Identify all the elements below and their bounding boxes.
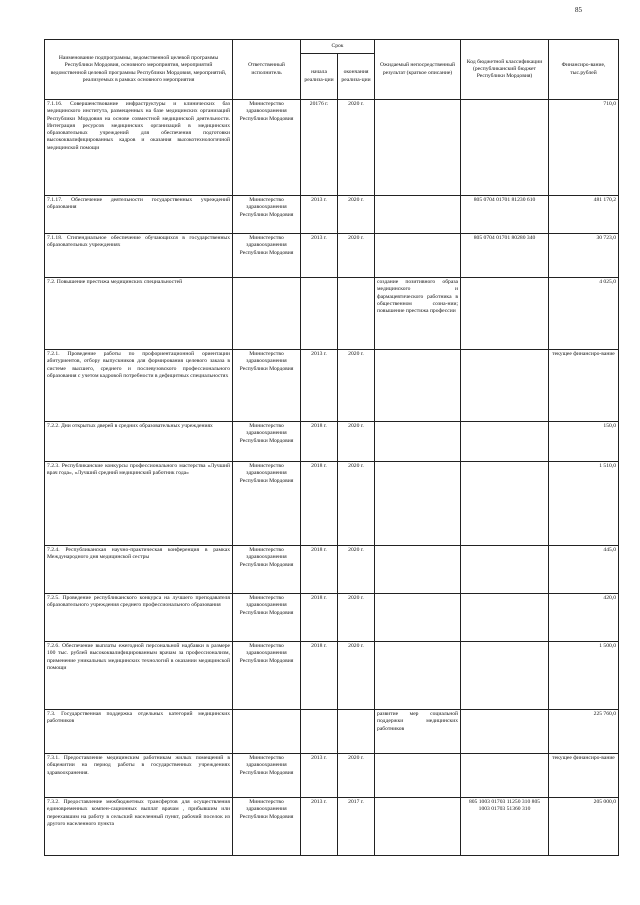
- row-name: 7.2.1. Проведение работы по профориентационной ориентации абитуриентов, отбору выпускников для формирования целевого заказа в системе высшего, среднего и послевузовского профессионального образования с учетом кадровой потребности в дефицитных специальностях: [45, 350, 233, 422]
- row-name: 7.1.17. Обеспечение деятельности государственных учреждений образования: [45, 196, 233, 234]
- row-result: [375, 642, 461, 710]
- row-result: развитие мер социальной поддержки медицинских работников: [375, 710, 461, 754]
- row-kbk: [461, 100, 549, 196]
- row-result: [375, 594, 461, 642]
- row-executor: Министерство здравоохранения Республики Мордовия: [233, 462, 301, 546]
- row-end: 2020 г.: [338, 350, 375, 422]
- row-end: [338, 710, 375, 754]
- table-row: [45, 350, 619, 422]
- row-name: 7.2.4. Республиканская научно-практическая конференция в рамках Международного дня медицинской сестры: [45, 546, 233, 594]
- row-end: 2020 г.: [338, 642, 375, 710]
- row-start: 2018 г.: [301, 422, 338, 462]
- row-start: 2018 г.: [301, 594, 338, 642]
- row-result: [375, 234, 461, 278]
- row-result: [375, 546, 461, 594]
- table-row: [45, 422, 619, 462]
- row-start: 2018 г.: [301, 462, 338, 546]
- row-start: [301, 278, 338, 350]
- row-start: 2013 г.: [301, 196, 338, 234]
- row-kbk: [461, 546, 549, 594]
- table-row: [45, 798, 619, 856]
- row-result: [375, 798, 461, 856]
- table-row: [45, 710, 619, 754]
- header-term: Срок: [301, 40, 375, 54]
- row-start: 2013 г.: [301, 754, 338, 798]
- row-kbk: 805 0704 01701 80280 340: [461, 234, 549, 278]
- row-executor: Министерство здравоохранения Республики Мордовия: [233, 100, 301, 196]
- row-start: 2018 г.: [301, 546, 338, 594]
- row-name: 7.3. Государственная поддержка отдельных категорий медицинских работников: [45, 710, 233, 754]
- row-result: [375, 462, 461, 546]
- row-name: 7.2.3. Республиканские конкурсы профессионального мастерства «Лучший врач года», «Лучший средний медицинский работник года»: [45, 462, 233, 546]
- header-name: Наименование подпрограммы, ведомственной целевой программы Республики Мордовия, основного мероприятия, мероприятий ведомственной целевой программы Республики Мордовия, мероприятий, реализуемых в рамках основного мероприятия: [45, 40, 233, 100]
- row-executor: Министерство здравоохранения Республики Мордовия: [233, 546, 301, 594]
- row-executor: Министерство здравоохранения Республики Мордовия: [233, 196, 301, 234]
- row-end: 2020 г.: [338, 594, 375, 642]
- table-row: [45, 546, 619, 594]
- table-row: [45, 234, 619, 278]
- table-row: [45, 278, 619, 350]
- table-row: [45, 462, 619, 546]
- row-executor: Министерство здравоохранения Республики Мордовия: [233, 234, 301, 278]
- row-name: 7.2.5. Проведение республиканского конкурса на лучшего преподавателя образовательного учреждения среднего профессионального образования: [45, 594, 233, 642]
- header-result: Ожидаемый непосредственный результат (краткое описание): [375, 40, 461, 100]
- row-end: 2020 г.: [338, 546, 375, 594]
- row-name: 7.1.18. Стипендиальное обеспечение обучающихся в государственных образовательных учреждениях: [45, 234, 233, 278]
- row-name: 7.2.6. Обеспечение выплаты ежегодной персональной надбавки в размере 100 тыс. рублей высококвалифицированным врачам за профессионализм, применение уникальных медицинских технологий в оказании медицинской помощи: [45, 642, 233, 710]
- row-result: создание позитивного образа медицинского и фармацевтического работника в общественном созна-нии; повышение престижа профессии: [375, 278, 461, 350]
- table-row: [45, 196, 619, 234]
- row-kbk: 805 1003 01703 11250 310 805 1003 01703 51360 310: [461, 798, 549, 856]
- row-name: 7.2.2. Дни открытых дверей в средних образовательных учреждениях: [45, 422, 233, 462]
- row-name: 7.2. Повышение престижа медицинских специальностей: [45, 278, 233, 350]
- header-end: окончания реализа-ции: [338, 54, 375, 100]
- row-financing: 1 500,0: [549, 642, 619, 710]
- header-executor: Ответственный исполнитель: [233, 40, 301, 100]
- row-result: [375, 350, 461, 422]
- row-financing: текущее финансиро-вание: [549, 350, 619, 422]
- row-financing: 420,0: [549, 594, 619, 642]
- row-executor: Министерство здравоохранения Республики Мордовия: [233, 798, 301, 856]
- header-financing: Финансиро-вание, тыс.рублей: [549, 40, 619, 100]
- row-result: [375, 196, 461, 234]
- row-financing: 1 510,0: [549, 462, 619, 546]
- row-kbk: [461, 594, 549, 642]
- row-start: 2013 г.: [301, 350, 338, 422]
- row-end: [338, 278, 375, 350]
- table-row: [45, 642, 619, 710]
- row-executor: Министерство здравоохранения Республики Мордовия: [233, 642, 301, 710]
- row-name: 7.3.2. Предоставление межбюджетных трансфертов для осуществления единовременных компен-сационных выплат врачам , прибывшим или переехавшим на работу в сельский населенный пункт, рабочий поселок из другого населенного пункта: [45, 798, 233, 856]
- row-executor: Министерство здравоохранения Республики Мордовия: [233, 350, 301, 422]
- page-number: 85: [575, 6, 582, 14]
- row-executor: Министерство здравоохранения Республики Мордовия: [233, 594, 301, 642]
- row-financing: 30 723,0: [549, 234, 619, 278]
- row-financing: 225 760,0: [549, 710, 619, 754]
- row-kbk: [461, 710, 549, 754]
- row-end: 2020 г.: [338, 422, 375, 462]
- header-kbk: Код бюджетной классификации (республиканский бюджет Республики Мордовия): [461, 40, 549, 100]
- row-financing: 150,0: [549, 422, 619, 462]
- row-start: 2013 г.: [301, 798, 338, 856]
- row-financing: 481 170,2: [549, 196, 619, 234]
- row-start: 2018 г.: [301, 642, 338, 710]
- row-financing: 205 000,0: [549, 798, 619, 856]
- table-row: [45, 100, 619, 196]
- row-executor: [233, 278, 301, 350]
- row-end: 2017 г.: [338, 798, 375, 856]
- row-executor: Министерство здравоохранения Республики Мордовия: [233, 754, 301, 798]
- table-row: [45, 754, 619, 798]
- row-executor: Министерство здравоохранения Республики Мордовия: [233, 422, 301, 462]
- row-financing: 445,0: [549, 546, 619, 594]
- row-end: 2020 г.: [338, 234, 375, 278]
- row-kbk: [461, 278, 549, 350]
- row-kbk: [461, 754, 549, 798]
- row-executor: [233, 710, 301, 754]
- row-financing: 710,0: [549, 100, 619, 196]
- row-start: 2013 г.: [301, 234, 338, 278]
- row-result: [375, 754, 461, 798]
- row-financing: текущее финансиро-вание: [549, 754, 619, 798]
- row-end: 2020 г.: [338, 754, 375, 798]
- table-row: [45, 594, 619, 642]
- row-kbk: 805 0704 01701 81230 610: [461, 196, 549, 234]
- row-end: 2020 г.: [338, 462, 375, 546]
- row-kbk: [461, 462, 549, 546]
- row-result: [375, 422, 461, 462]
- row-result: [375, 100, 461, 196]
- row-start: [301, 710, 338, 754]
- row-financing: 4 025,0: [549, 278, 619, 350]
- row-name: 7.3.1. Предоставление медицинским работникам жилых помещений в общежитии на период работы в государственных учреждениях здравоохранения.: [45, 754, 233, 798]
- row-start: 20176 г.: [301, 100, 338, 196]
- row-kbk: [461, 642, 549, 710]
- row-kbk: [461, 422, 549, 462]
- header-start: начала реализа-ции: [301, 54, 338, 100]
- program-table: [44, 39, 619, 856]
- row-name: 7.1.16. Совершенствование инфраструктуры и клинических баз медицинского института, размещенных на базе медицинских организаций Республики Мордовия на основе совместной медицинской деятельности. Интеграция ресурсов медицинских организаций в медицинских образовательных учреждений для обеспечения подготовки высококвалифицированных кадров и оказания высокотехнологичной медицинской помощи: [45, 100, 233, 196]
- row-end: 2020 г.: [338, 100, 375, 196]
- row-kbk: [461, 350, 549, 422]
- row-end: 2020 г.: [338, 196, 375, 234]
- table-body: [45, 100, 619, 856]
- table-header: [45, 40, 619, 100]
